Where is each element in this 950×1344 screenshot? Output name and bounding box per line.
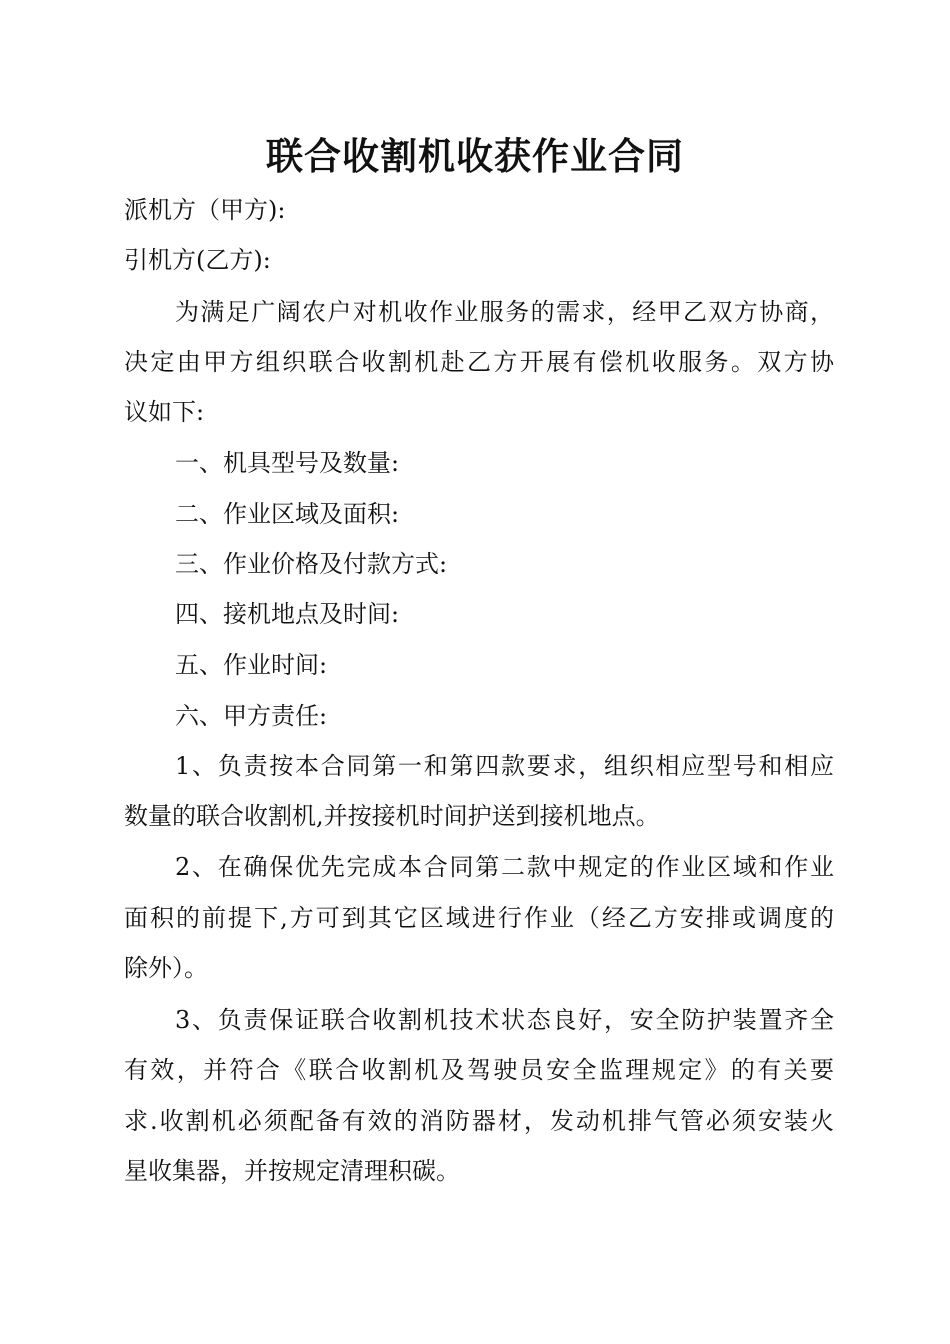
party-a-line: 派机方（甲方): bbox=[124, 196, 286, 224]
intro-line-3: 议如下: bbox=[124, 398, 205, 426]
clause-1-line-2: 数量的联合收割机,并按接机时间护送到接机地点。 bbox=[124, 802, 660, 830]
intro-line-2: 决定由甲方组织联合收割机赴乙方开展有偿机收服务。双方协 bbox=[124, 348, 834, 376]
clause-1-line-1: 1、负责按本合同第一和第四款要求，组织相应型号和相应 bbox=[175, 752, 834, 780]
section-work-time: 五、作业时间: bbox=[175, 651, 328, 679]
clause-3-line-2: 有效，并符合《联合收割机及驾驶员安全监理规定》的有关要 bbox=[124, 1056, 834, 1084]
clause-3-line-1: 3、负责保证联合收割机技术状态良好，安全防护装置齐全 bbox=[175, 1006, 834, 1034]
party-b-line: 引机方(乙方): bbox=[124, 246, 271, 274]
clause-2-line-1: 2、在确保优先完成本合同第二款中规定的作业区域和作业 bbox=[175, 853, 834, 881]
clause-2-line-3: 除外）。 bbox=[124, 954, 208, 982]
section-work-area: 二、作业区域及面积: bbox=[175, 500, 400, 528]
clause-2-line-2: 面积的前提下,方可到其它区域进行作业（经乙方安排或调度的 bbox=[124, 904, 834, 932]
clause-3-line-4: 星收集器，并按规定清理积碳。 bbox=[124, 1157, 460, 1185]
document-title: 联合收割机收获作业合同 bbox=[266, 134, 684, 178]
intro-line-1: 为满足广阔农户对机收作业服务的需求，经甲乙双方协商， bbox=[175, 298, 834, 326]
section-price-payment: 三、作业价格及付款方式: bbox=[175, 550, 448, 578]
section-pickup-location: 四、接机地点及时间: bbox=[175, 600, 400, 628]
clause-3-line-3: 求.收割机必须配备有效的消防器材，发动机排气管必须安装火 bbox=[124, 1107, 834, 1135]
section-machine-model: 一、机具型号及数量: bbox=[175, 449, 400, 477]
section-party-a-duties: 六、甲方责任: bbox=[175, 702, 328, 730]
